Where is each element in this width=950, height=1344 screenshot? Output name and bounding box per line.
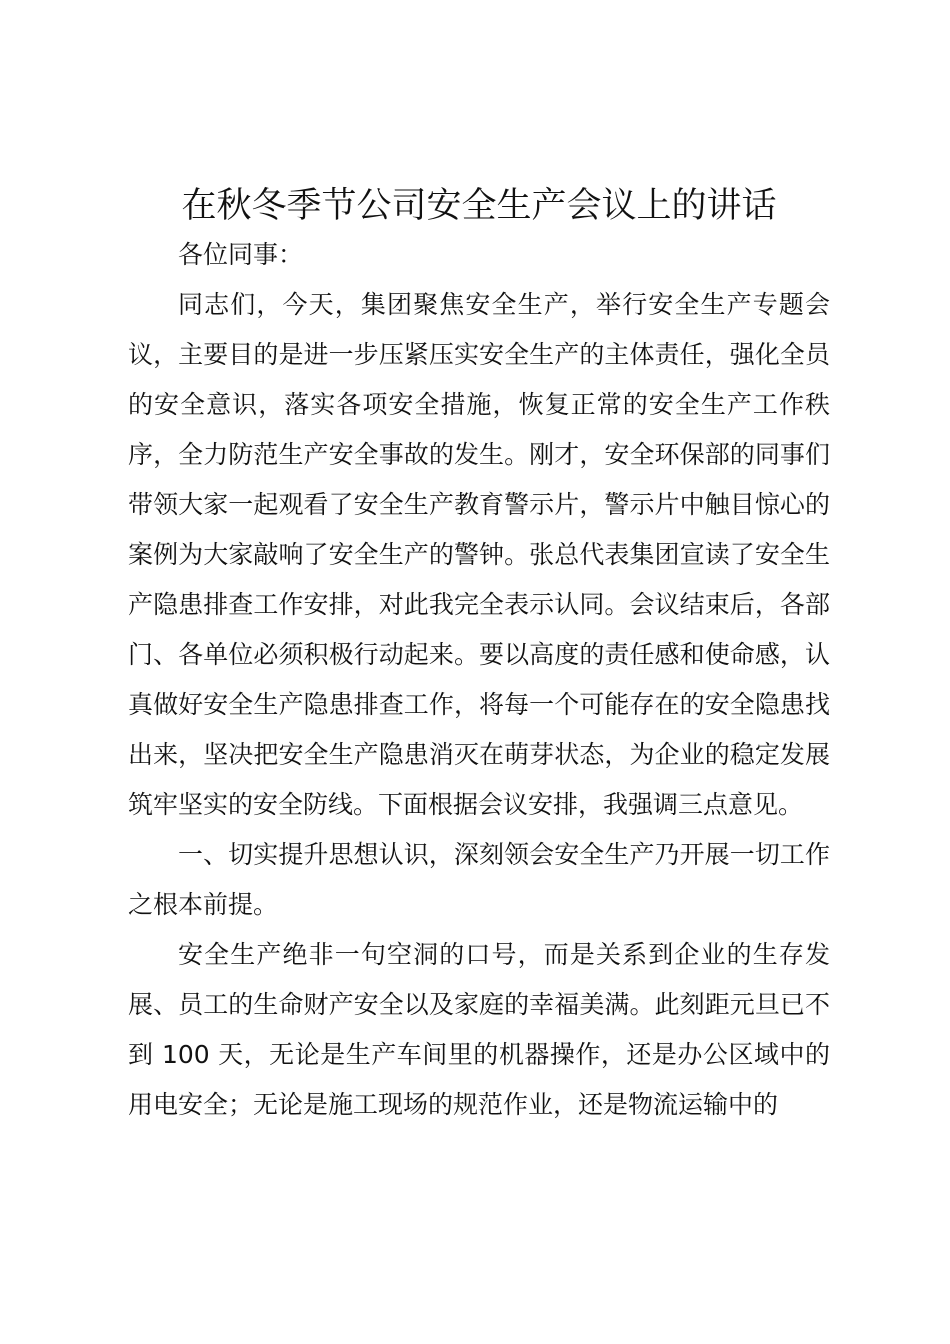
paragraph-section-1: 安全生产绝非一句空洞的口号，而是关系到企业的生存发展、员工的生命财产安全以及家庭的幸福美满。此刻距元旦已不到 100 天，无论是生产车间里的机器操作，还是办公区域中的用电安全；无论是施工现场的规范作业，还是物流运输中的 xyxy=(128,940,830,1119)
greeting: 各位同事： xyxy=(178,240,304,269)
document-body xyxy=(128,230,830,1130)
paragraph-opening: 同志们，今天，集团聚焦安全生产，举行安全生产专题会议，主要目的是进一步压紧压实安全生产的主体责任，强化全员的安全意识，落实各项安全措施，恢复正常的安全生产工作秩序，全力防范生产安全事故的发生。刚才，安全环保部的同事们带领大家一起观看了安全生产教育警示片，警示片中触目惊心的案例为大家敲响了安全生产的警钟。张总代表集团宣读了安全生产隐患排查工作安排，对此我完全表示认同。会议结束后，各部门、各单位必须积极行动起来。要以高度的责任感和使命感，认真做好安全生产隐患排查工作，将每一个可能存在的安全隐患找出来，坚决把安全生产隐患消灭在萌芽状态，为企业的稳定发展筑牢坚实的安全防线。下面根据会议安排，我强调三点意见。 xyxy=(128,290,830,819)
section-heading-1: 一、切实提升思想认识，深刻领会安全生产乃开展一切工作之根本前提。 xyxy=(128,840,830,919)
document-title: 在秋冬季节公司安全生产会议上的讲话 xyxy=(181,186,777,226)
